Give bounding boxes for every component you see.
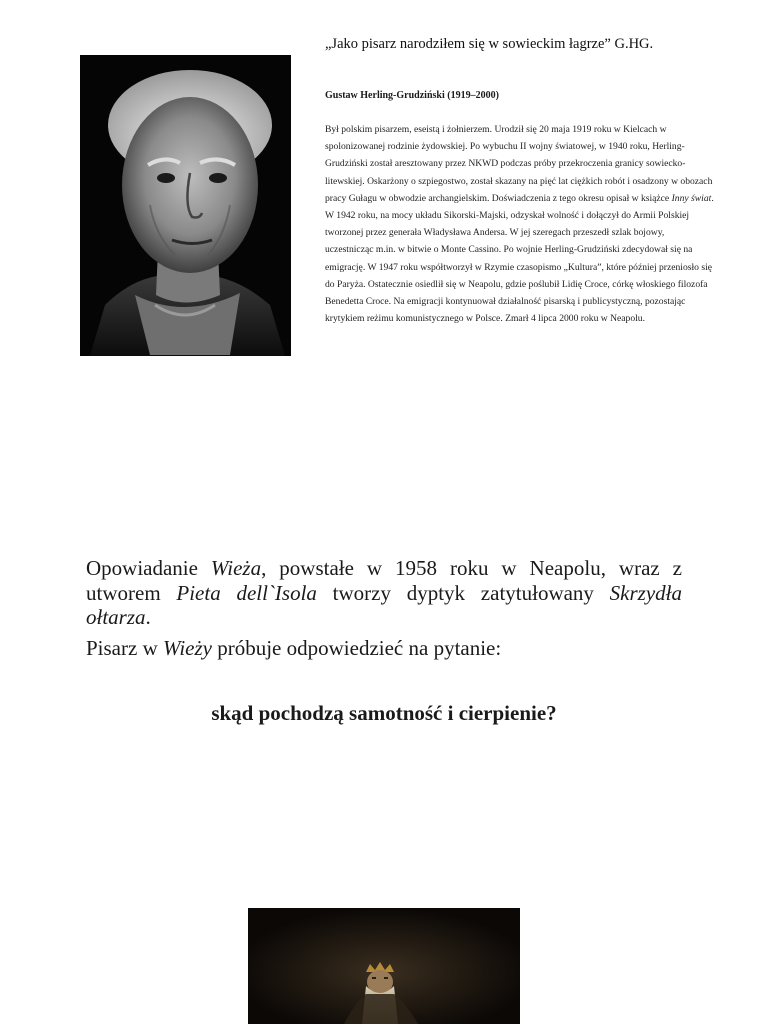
bio-paragraph	[325, 121, 715, 327]
author-portrait-photo	[80, 55, 291, 356]
question-intro-title: Wieży	[163, 636, 212, 660]
lead-paragraph	[86, 556, 682, 630]
lead-text: tworzy dyptyk zatytułowany	[316, 580, 610, 605]
question-intro-text: próbuje odpowiedzieć na pytanie:	[211, 636, 502, 660]
lead-text: .	[145, 605, 151, 629]
lead-title-wieza: Wieża	[210, 556, 262, 580]
portrait-illustration	[80, 55, 291, 356]
key-question: skąd pochodzą samotność i cierpienie?	[211, 701, 557, 725]
question-intro	[86, 636, 682, 661]
lead-title-skrzydla: Skrzydła ołtarza	[86, 580, 682, 629]
painting-illustration	[248, 908, 520, 1024]
bio-heading: Gustaw Herling-Grudziński (1919–2000)	[325, 90, 499, 101]
bio-text-part2: . W 1942 roku, na mocy układu Sikorski-Majski, odzyskał wolność i dołączył do Armii Polskiej tworzonej przez generała Władysława Andersa. W jej szeregach przeszedł szlak bojowy, uczestnicząc m.in. w bitwie o Monte Cassino. Po wojnie Herling-Grudziński zdecydował się na emigrację. W 1947 roku współtworzył w Rzymie czasopismo „Kultura”, które później przeniosło się do Paryża. Ostatecznie osiedlił się w Neapolu, gdzie poślubił Lidię Croce, córkę włoskiego filozofa Benedetta Croce. Na emigracji kontynuował działalność pisarską i publicystyczną, pozostając krytykiem reżimu komunistycznego w Polsce. Zmarł 4 lipca 2000 roku w Neapolu.	[325, 192, 714, 325]
bio-text-part1: Był polskim pisarzem, eseistą i żołnierzem. Urodził się 20 maja 1919 roku w Kielcach w spolonizowanej rodzinie żydowskiej. Po wybuchu II wojny światowej, w 1940 roku, Herling-Grudziński został aresztowany przez NKWD podczas próby przekroczenia granicy sowiecko-litewskiej. Oskarżony o szpiegostwo, został skazany na pięć lat ciężkich robót i osadzony w obozach pracy Gułagu w obwodzie archangielskim. Doświadczenia z tego okresu opisał w książce	[325, 124, 713, 204]
author-quote: „Jako pisarz narodziłem się w sowieckim łagrze” G.HG.	[325, 36, 654, 52]
bio-book-title: Inny świat	[671, 192, 712, 204]
lead-text: Opowiadanie	[86, 556, 211, 580]
lead-title-pieta: Pieta dell`Isola	[176, 580, 317, 605]
religious-painting-image	[248, 908, 520, 1024]
lead-text: , powstałe w 1958 roku w Neapolu, wraz z utworem	[86, 556, 682, 605]
question-intro-text: Pisarz w	[86, 636, 163, 660]
